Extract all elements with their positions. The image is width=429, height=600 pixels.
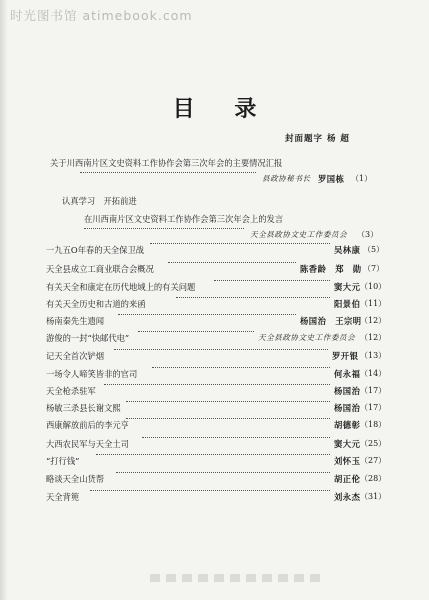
toc-entry-page: （10） [360, 282, 387, 291]
dot-leader [168, 262, 296, 263]
toc-entry [0, 401, 429, 415]
toc-entry-title: 游俊的一封“快邮代电” [46, 333, 130, 343]
toc-entry [0, 280, 429, 294]
toc-entry-title: 杨南秦先生遗闻 [46, 316, 105, 326]
toc-entry-title: 记天全首次铲烟 [46, 351, 105, 361]
dot-leader [84, 228, 244, 229]
toc-entry-author: 窦大元 [334, 439, 361, 449]
toc-entry-title: 一九五O年春的天全保卫战 [46, 245, 145, 255]
toc-entry-continuation [0, 172, 429, 186]
page-title: 目 录 [172, 96, 273, 122]
toc-entry-page: （11） [360, 299, 387, 308]
dot-leader [104, 384, 330, 385]
cover-credit: 封面题字 杨 超 [285, 134, 350, 144]
dot-leader [90, 490, 330, 491]
scan-artifact [150, 574, 320, 582]
toc-entry-author: 阳景伯 [334, 299, 361, 309]
toc-entry-author: 刘永杰 [334, 492, 361, 502]
toc-entry-page: （5） [363, 245, 385, 254]
toc-entry-page: （27） [360, 456, 387, 465]
toc-entry-author: 吴林康 [334, 245, 361, 255]
toc-entry-title: 有关天全历史和古道的来函 [46, 299, 146, 309]
toc-entry-page: （25） [360, 439, 387, 448]
toc-entry-author-role: 天全县政协文史工作委员会 [250, 230, 348, 239]
toc-entry-author-role: 县政协秘书长 [262, 174, 311, 183]
dot-leader [96, 454, 330, 455]
toc-entry-title: 天全背篼 [46, 492, 80, 502]
toc-entry-title: 杨敏三杀县长谢文熙 [46, 403, 121, 413]
dot-leader [118, 314, 296, 315]
dot-leader [126, 401, 330, 402]
toc-entry-page: （17） [360, 386, 387, 395]
dot-leader [150, 243, 330, 244]
toc-entry [0, 418, 429, 432]
toc-entry [0, 212, 429, 226]
toc-entry-author-role: 天全县政协文史工作委员会 [258, 333, 356, 342]
toc-entry-title: 西康解放前后的李元亨 [46, 420, 129, 430]
toc-entry [0, 472, 429, 486]
toc-entry [0, 314, 429, 328]
toc-entry [0, 490, 429, 504]
toc-entry-author: 何永福 [334, 369, 361, 379]
toc-entry-page: （18） [360, 420, 387, 429]
toc-entry [0, 331, 429, 345]
toc-entry [0, 262, 429, 276]
toc-entry [0, 437, 429, 451]
toc-entry-page: （3） [357, 230, 379, 239]
dot-leader [126, 418, 330, 419]
toc-entry-author: 窦大元 [334, 282, 361, 292]
toc-entry-page: （7） [363, 264, 385, 273]
toc-entry-author: 杨国治 王宗明 [300, 316, 362, 326]
toc-entry-title: 天全县成立工商业联合会概况 [46, 264, 154, 274]
toc-entry [0, 384, 429, 398]
toc-entry [0, 194, 429, 208]
toc-entry-title: 关于川西南片区文史资料工作协作会第三次年会的主要情况汇报 [50, 158, 283, 168]
toc-entry [0, 156, 429, 170]
toc-entry-title: 略谈天全山货帮 [46, 474, 105, 484]
dot-leader [214, 280, 330, 281]
toc-entry [0, 243, 429, 257]
toc-entry-page: （12） [360, 333, 387, 342]
dot-leader [116, 472, 330, 473]
toc-entry-page: （13） [360, 351, 387, 360]
toc-entry-title: 认真学习 开拓前进 [62, 196, 137, 206]
watermark: 时光图书馆 atimebook.com [10, 8, 193, 23]
toc-entry-author: 杨国治 [334, 403, 361, 413]
toc-entry-author: 刘怀玉 [334, 456, 361, 466]
toc-entry [0, 454, 429, 468]
dot-leader [152, 367, 330, 368]
dot-leader [114, 349, 328, 350]
dot-leader [142, 437, 330, 438]
dot-leader [80, 172, 256, 173]
dot-leader [138, 331, 254, 332]
toc-entry [0, 297, 429, 311]
toc-entry-page: （31） [360, 492, 387, 501]
dot-leader [176, 297, 330, 298]
toc-entry-page: （12） [360, 316, 387, 325]
toc-entry-page: （1） [351, 174, 373, 183]
toc-entry [0, 349, 429, 363]
toc-entry-author: 陈香龄 郑 勋 [300, 264, 362, 274]
toc-entry-page: （28） [360, 474, 387, 483]
toc-entry-author: 胡德彰 [334, 420, 361, 430]
toc-entry-title: 大西农民军与天全土司 [46, 439, 129, 449]
toc-entry-author: 胡正伦 [334, 474, 361, 484]
toc-entry [0, 367, 429, 381]
toc-entry-title: 天全枪杀驻军 [46, 386, 96, 396]
toc-entry-page: （17） [360, 403, 387, 412]
toc-entry-author: 罗开银 [332, 351, 359, 361]
toc-entry-title: “打行钱” [46, 456, 80, 466]
toc-entry-title: 一场令人啼笑皆非的官司 [46, 369, 138, 379]
toc-entry-continuation [0, 228, 429, 242]
toc-entry-title: 有关天全和康定在历代地域上的有关问题 [46, 282, 196, 292]
toc-entry-page: （14） [360, 369, 387, 378]
toc-entry-author: 杨国治 [334, 386, 361, 396]
toc-entry-author: 罗国栋 [318, 174, 345, 184]
toc-entry-title: 在川西南片区文史资料工作协作会第三次年会上的发言 [84, 214, 284, 224]
